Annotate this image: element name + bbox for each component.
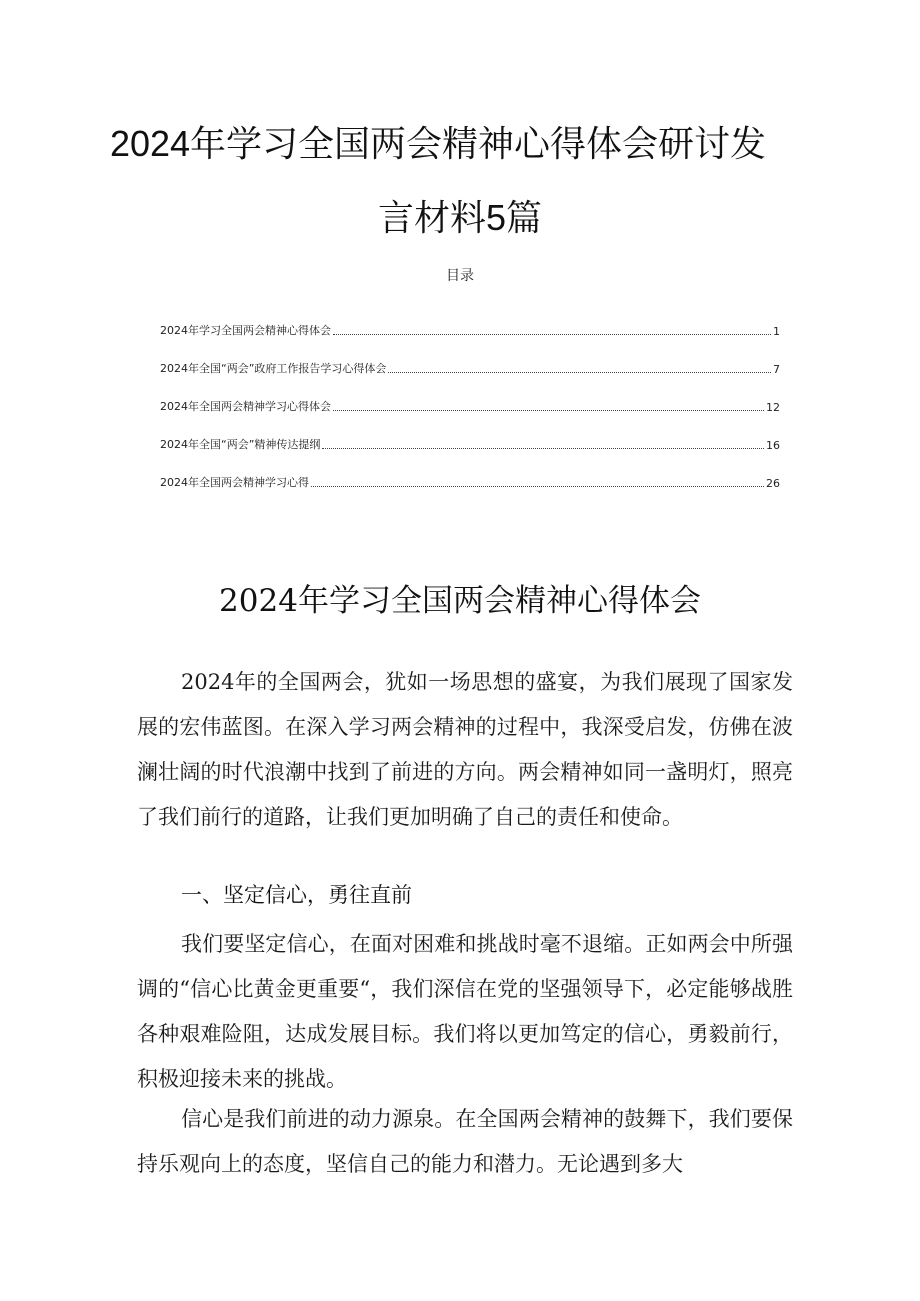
toc-entry-page: 16 xyxy=(766,439,780,452)
section-title: 2024年学习全国两会精神心得体会 xyxy=(219,583,701,619)
toc-entry[interactable] xyxy=(160,452,780,490)
toc-entry-title: 2024年全国两会精神学习心得 xyxy=(160,476,309,489)
body-paragraph-2: 我们要坚定信心，在面对困难和挑战时毫不退缩。正如两会中所强调的“信心比黄金更重要“，我们深信在党的坚强领导下，必定能够战胜各种艰难险阻，达成发展目标。我们将以更加笃定的信心，勇毅前行，积极迎接未来的挑战。 xyxy=(137,932,793,1091)
toc-entry-page: 7 xyxy=(773,363,780,376)
toc-entry[interactable] xyxy=(160,300,780,338)
toc-leader-dots xyxy=(322,447,764,449)
toc-leader-dots xyxy=(333,333,771,335)
toc-heading: 目录 xyxy=(446,268,474,284)
toc-leader-dots xyxy=(388,371,771,373)
toc-entry-title: 2024年全国“两会”精神传达提纲 xyxy=(160,438,321,451)
document-title-line-2: 言材料5篇 xyxy=(377,197,543,238)
toc-entry-title: 2024年全国“两会”政府工作报告学习心得体会 xyxy=(160,362,387,375)
body-paragraph-1: 2024年的全国两会，犹如一场思想的盛宴，为我们展现了国家发展的宏伟蓝图。在深入学习两会精神的过程中，我深受启发，仿佛在波澜壮阔的时代浪潮中找到了前进的方向。两会精神如同一盏明灯，照亮了我们前行的道路，让我们更加明确了自己的责任和使命。 xyxy=(137,670,793,829)
toc-leader-dots xyxy=(311,485,764,487)
toc-entry[interactable] xyxy=(160,376,780,414)
toc-entry-title: 2024年学习全国两会精神心得体会 xyxy=(160,324,331,337)
toc-entry[interactable] xyxy=(160,338,780,376)
toc-entry-title: 2024年全国两会精神学习心得体会 xyxy=(160,400,331,413)
toc-entry-page: 26 xyxy=(766,477,780,490)
toc-leader-dots xyxy=(333,409,764,411)
toc-entry[interactable] xyxy=(160,414,780,452)
document-title-line-1: 2024年学习全国两会精神心得体会研讨发 xyxy=(109,123,767,164)
toc-entry-page: 1 xyxy=(773,325,780,338)
table-of-contents xyxy=(160,300,780,490)
body-paragraph-3: 信心是我们前进的动力源泉。在全国两会精神的鼓舞下，我们要保持乐观向上的态度，坚信自己的能力和潜力。无论遇到多大 xyxy=(137,1107,793,1176)
toc-entry-page: 12 xyxy=(766,401,780,414)
subheading-1: 一、坚定信心，勇往直前 xyxy=(181,883,412,907)
